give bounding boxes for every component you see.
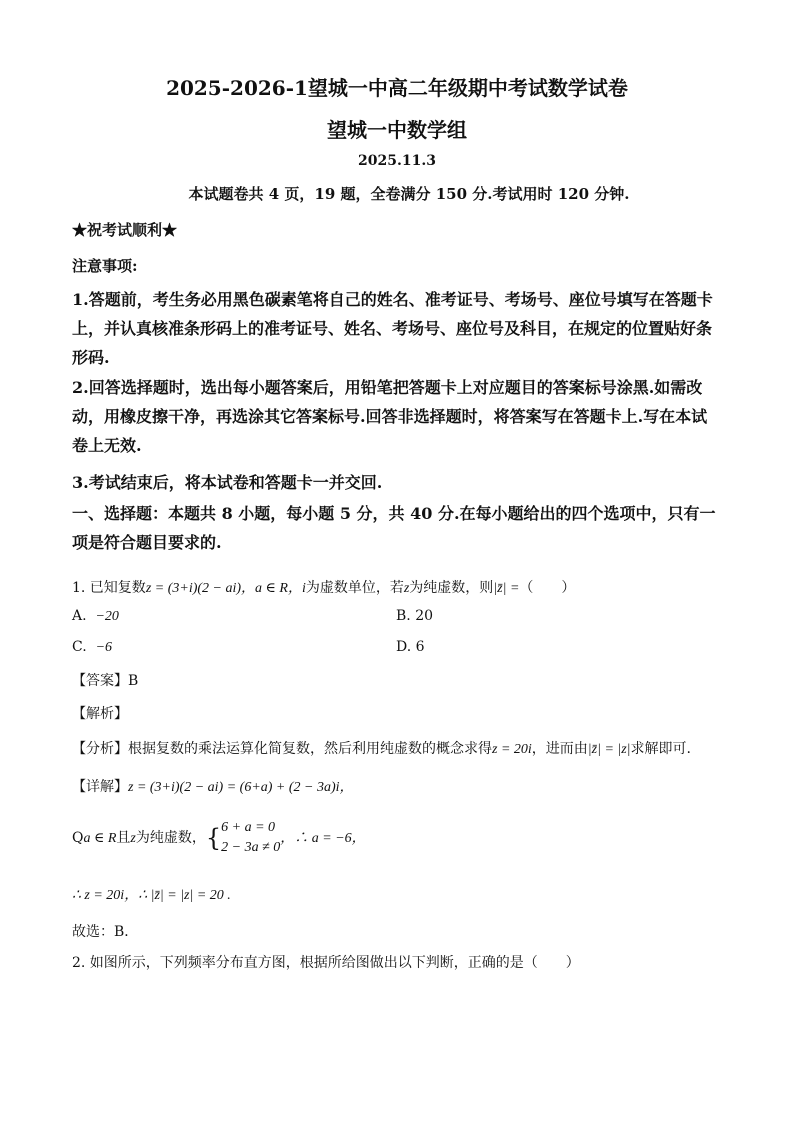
- choose-line: 故选：B．: [72, 924, 139, 940]
- option-d-label: D.: [396, 639, 412, 655]
- note-item-3: 3.考试结束后，将本试卷和答题卡一并交回.: [72, 473, 383, 492]
- exam-subtitle: 望城一中数学组: [327, 118, 467, 142]
- q1-z: z: [403, 581, 410, 596]
- question-2-stem: 2. 如图所示，下列频率分布直方图，根据所给图做出以下判断，正确的是（ ）: [72, 955, 580, 971]
- line2-z: z: [130, 831, 136, 846]
- detail-line-2: [72, 818, 366, 858]
- section-heading: 一、选择题：本题共 8 小题，每小题 5 分，共 40 分.在每小题给出的四个选项中，只有一项是符合题目要求的.: [72, 504, 716, 552]
- answer-tag: 【答案】: [72, 673, 128, 689]
- detail-line-3: ∴ z = 20i，∴ |z̄| = |z| = 20 .: [72, 888, 231, 903]
- q1-abs-expr: |z̄| =: [493, 581, 520, 596]
- q1-expression: z = (3+i)(2 − ai)，a ∈ R，i: [145, 581, 306, 596]
- option-b-label: B.: [396, 608, 411, 624]
- q1-mid: 为虚数单位，若: [305, 580, 404, 596]
- analysis-tag: 【解析】: [72, 706, 128, 722]
- option-b-value: 20: [415, 608, 434, 624]
- exam-title: 2025-2026-1望城一中高二年级期中考试数学试卷: [166, 76, 628, 100]
- line2-and: 且: [116, 830, 131, 846]
- option-a-label: A.: [72, 608, 87, 624]
- notes-heading: 注意事项:: [72, 257, 138, 275]
- option-c[interactable]: [72, 639, 112, 656]
- answer-value: B: [128, 673, 139, 689]
- option-d-value: 6: [415, 639, 425, 655]
- line2-q: Q: [72, 830, 84, 846]
- option-a[interactable]: [72, 608, 119, 625]
- option-a-value: −20: [95, 609, 119, 624]
- option-c-value: −6: [95, 640, 113, 655]
- exam-info: 本试题卷共 4 页，19 题，全卷满分 150 分.考试用时 120 分钟.: [188, 185, 630, 203]
- question-1-stem: [72, 577, 575, 597]
- sys-eq-1: 6 + a = 0: [221, 820, 276, 835]
- fenxi-expr: z = 20i: [492, 742, 532, 757]
- q1-prefix: 1. 已知复数: [72, 580, 146, 596]
- line2-result: ，∴ a = −6，: [280, 831, 366, 846]
- fenxi-expr2: |z̄| = |z|: [587, 742, 631, 757]
- line2-a-in-r: a ∈ R: [83, 831, 117, 846]
- q1-paren: （ ）: [519, 580, 576, 596]
- option-c-label: C.: [72, 639, 87, 655]
- blessing: ★祝考试顺利★: [72, 221, 178, 239]
- fenxi-text-b: ，进而由: [531, 741, 588, 757]
- fenxi-tag: 【分析】: [72, 741, 128, 757]
- detail-tag: 【详解】: [72, 779, 128, 795]
- line2-pure: 为纯虚数，: [135, 830, 206, 846]
- sys-eq-2: 2 − 3a ≠ 0: [221, 840, 281, 855]
- answer-line: [72, 670, 138, 690]
- option-d[interactable]: [396, 639, 425, 655]
- note-item-1: 1.答题前，考生务必用黑色碳素笔将自己的姓名、准考证号、考场号、座位号填写在答题卡上，并认真核准条形码上的准考证号、姓名、考场号、座位号及科目，在规定的位置贴好条形码.: [72, 290, 713, 367]
- option-b[interactable]: [396, 608, 433, 624]
- fenxi-text-c: 求解即可.: [630, 741, 691, 757]
- note-item-2: 2.回答选择题时，选出每小题答案后，用铅笔把答题卡上对应题目的答案标号涂黑.如需改动，用橡皮擦干净，再选涂其它答案标号.回答非选择题时，将答案写在答题卡上.写在本试卷上无效.: [72, 378, 708, 455]
- equation-system: [221, 818, 280, 858]
- detail-expr: z = (3+i)(2 − ai) = (6+a) + (2 − 3a)i，: [128, 780, 354, 795]
- detail-line: [72, 776, 354, 796]
- fenxi-text-a: 根据复数的乘法运算化简复数，然后利用纯虚数的概念求得: [128, 741, 492, 757]
- fenxi-line: [72, 738, 691, 758]
- exam-date: 2025.11.3: [358, 153, 436, 169]
- q1-mid2: 为纯虚数，则: [409, 580, 494, 596]
- system-brace: {: [205, 824, 222, 852]
